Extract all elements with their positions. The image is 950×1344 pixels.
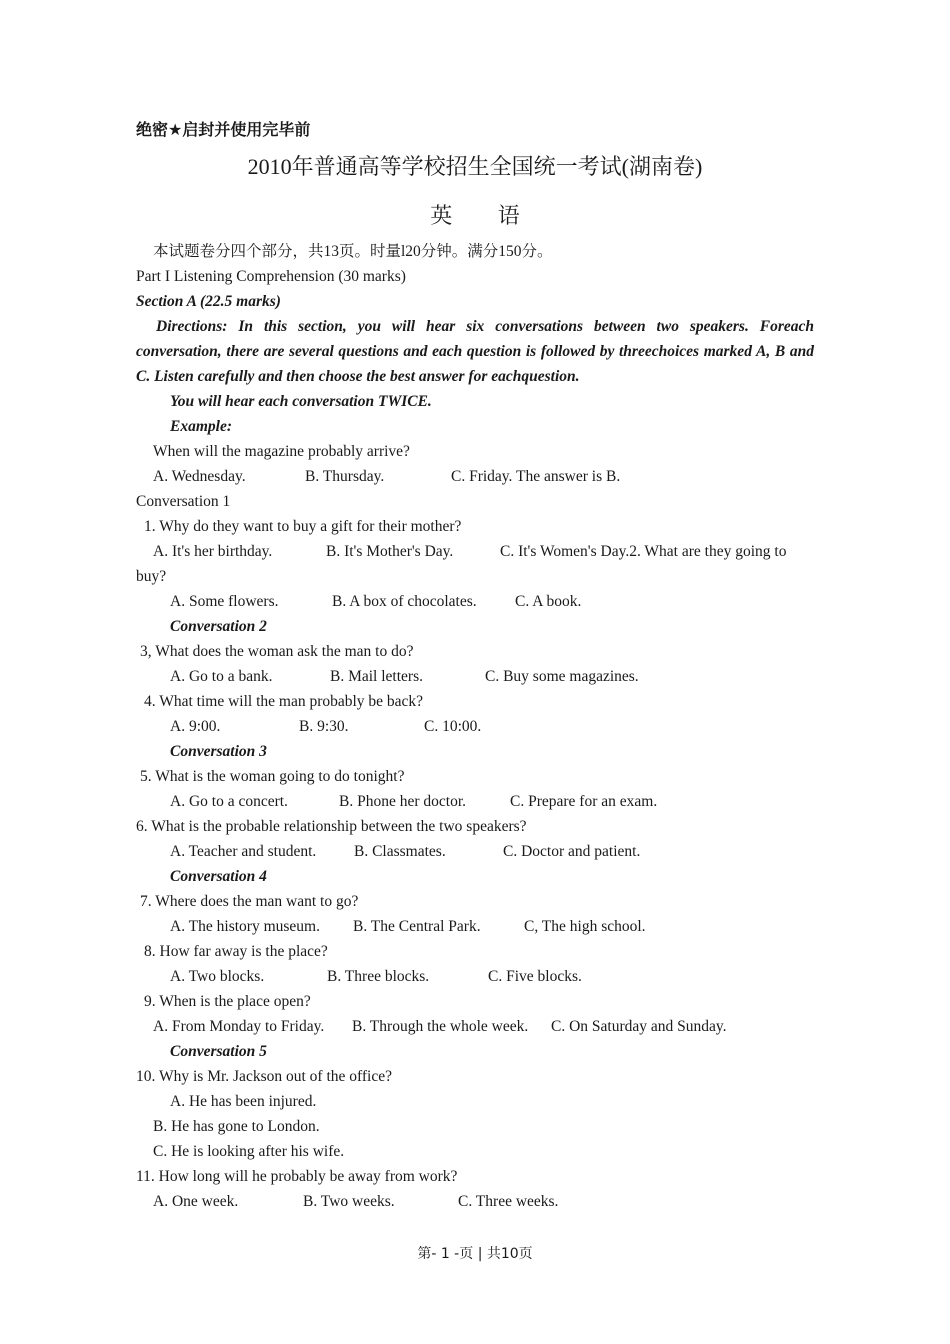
option-c: C. On Saturday and Sunday.	[551, 1018, 727, 1035]
option-b: B. Mail letters.	[330, 668, 423, 685]
question-options	[170, 664, 639, 689]
option-a: A. It's her birthday.	[153, 543, 273, 560]
option-a: A. From Monday to Friday.	[153, 1018, 325, 1035]
option-a: A. Go to a concert.	[170, 793, 288, 810]
question-text: 11. How long will he probably be away from work?	[136, 1168, 458, 1185]
question-text: 4. What time will the man probably be back?	[144, 693, 424, 710]
example-question: When will the magazine probably arrive?	[153, 443, 410, 460]
question-options	[153, 539, 786, 564]
question-options	[153, 1189, 558, 1214]
option-c: C. Doctor and patient.	[503, 843, 641, 860]
option-c: C, The high school.	[524, 918, 646, 935]
question-text: 3, What does the woman ask the man to do?	[140, 643, 414, 660]
option-a: A. Wednesday.	[153, 468, 246, 485]
option-c: C. Three weeks.	[458, 1193, 559, 1210]
option-a: A. Some flowers.	[170, 593, 279, 610]
option-b: B. A box of chocolates.	[332, 593, 477, 610]
option-b: B. Three blocks.	[327, 968, 430, 985]
option-a: A. He has been injured.	[170, 1093, 317, 1110]
question-options	[170, 789, 657, 814]
question-text: 1. Why do they want to buy a gift for their mother?	[144, 518, 462, 535]
option-b: B. Phone her doctor.	[339, 793, 466, 810]
option-c: C. It's Women's Day.2. What are they going to	[500, 543, 787, 560]
option-c: C. Five blocks.	[488, 968, 582, 985]
question-continuation: buy?	[136, 568, 167, 585]
option-c: C. Prepare for an exam.	[510, 793, 658, 810]
option-a: A. 9:00.	[170, 718, 221, 735]
question-options	[170, 914, 646, 939]
question-options	[170, 839, 640, 864]
question-options	[170, 964, 582, 989]
conversation-heading: Conversation 4	[170, 868, 267, 885]
twice-note: You will hear each conversation TWICE.	[170, 393, 432, 410]
option-a: A. One week.	[153, 1193, 239, 1210]
question-text: 10. Why is Mr. Jackson out of the office?	[136, 1068, 392, 1085]
question-text: 8. How far away is the place?	[144, 943, 328, 960]
question-text: 5. What is the woman going to do tonight?	[140, 768, 405, 785]
example-options	[153, 464, 620, 489]
option-c: C. Friday. The answer is B.	[451, 468, 621, 485]
confidential-label: 绝密★启封并使用完毕前	[136, 120, 311, 139]
question-options	[170, 714, 481, 739]
question-text: 6. What is the probable relationship between the two speakers?	[136, 818, 527, 835]
intro-text: 本试题卷分四个部分，共13页。时量l20分钟。满分150分。	[153, 243, 553, 260]
option-b: B. 9:30.	[299, 718, 349, 735]
conversation-heading: Conversation 1	[136, 493, 231, 510]
option-b: B. It's Mother's Day.	[326, 543, 454, 560]
section-heading: Section A (22.5 marks)	[136, 293, 281, 310]
subject-title: 英 语	[430, 203, 540, 228]
page-footer: 第- 1 -页 | 共10页	[417, 1246, 533, 1262]
option-b: B. The Central Park.	[353, 918, 481, 935]
question-text: 9. When is the place open?	[144, 993, 311, 1010]
option-c: C. Buy some magazines.	[485, 668, 639, 685]
option-c: C. A book.	[515, 593, 582, 610]
option-b: B. Thursday.	[305, 468, 385, 485]
option-b: B. Two weeks.	[303, 1193, 395, 1210]
exam-title: 2010年普通高等学校招生全国统一考试(湖南卷)	[247, 154, 703, 179]
question-text: 7. Where does the man want to go?	[140, 893, 359, 910]
directions-text: Directions: In this section, you will hear six conversations between two speakers. Foreach conversation, there are several questions and each question is followed by threechoices marked A, B and C. Listen carefully and then choose the best answer for eachquestion.	[136, 318, 814, 385]
conversation-heading: Conversation 3	[170, 743, 267, 760]
option-a: A. Teacher and student.	[170, 843, 317, 860]
option-a: A. Two blocks.	[170, 968, 265, 985]
option-b: B. Classmates.	[354, 843, 446, 860]
option-a: A. Go to a bank.	[170, 668, 273, 685]
part-heading: Part I Listening Comprehension (30 marks)	[136, 268, 406, 285]
question-options	[170, 589, 581, 614]
option-b: B. He has gone to London.	[153, 1118, 320, 1135]
conversation-heading: Conversation 2	[170, 618, 267, 635]
option-c: C. 10:00.	[424, 718, 482, 735]
option-a: A. The history museum.	[170, 918, 320, 935]
example-label: Example:	[170, 418, 232, 435]
conversation-heading: Conversation 5	[170, 1043, 267, 1060]
question-options	[153, 1014, 727, 1039]
option-c: C. He is looking after his wife.	[153, 1143, 345, 1160]
option-b: B. Through the whole week.	[352, 1018, 529, 1035]
